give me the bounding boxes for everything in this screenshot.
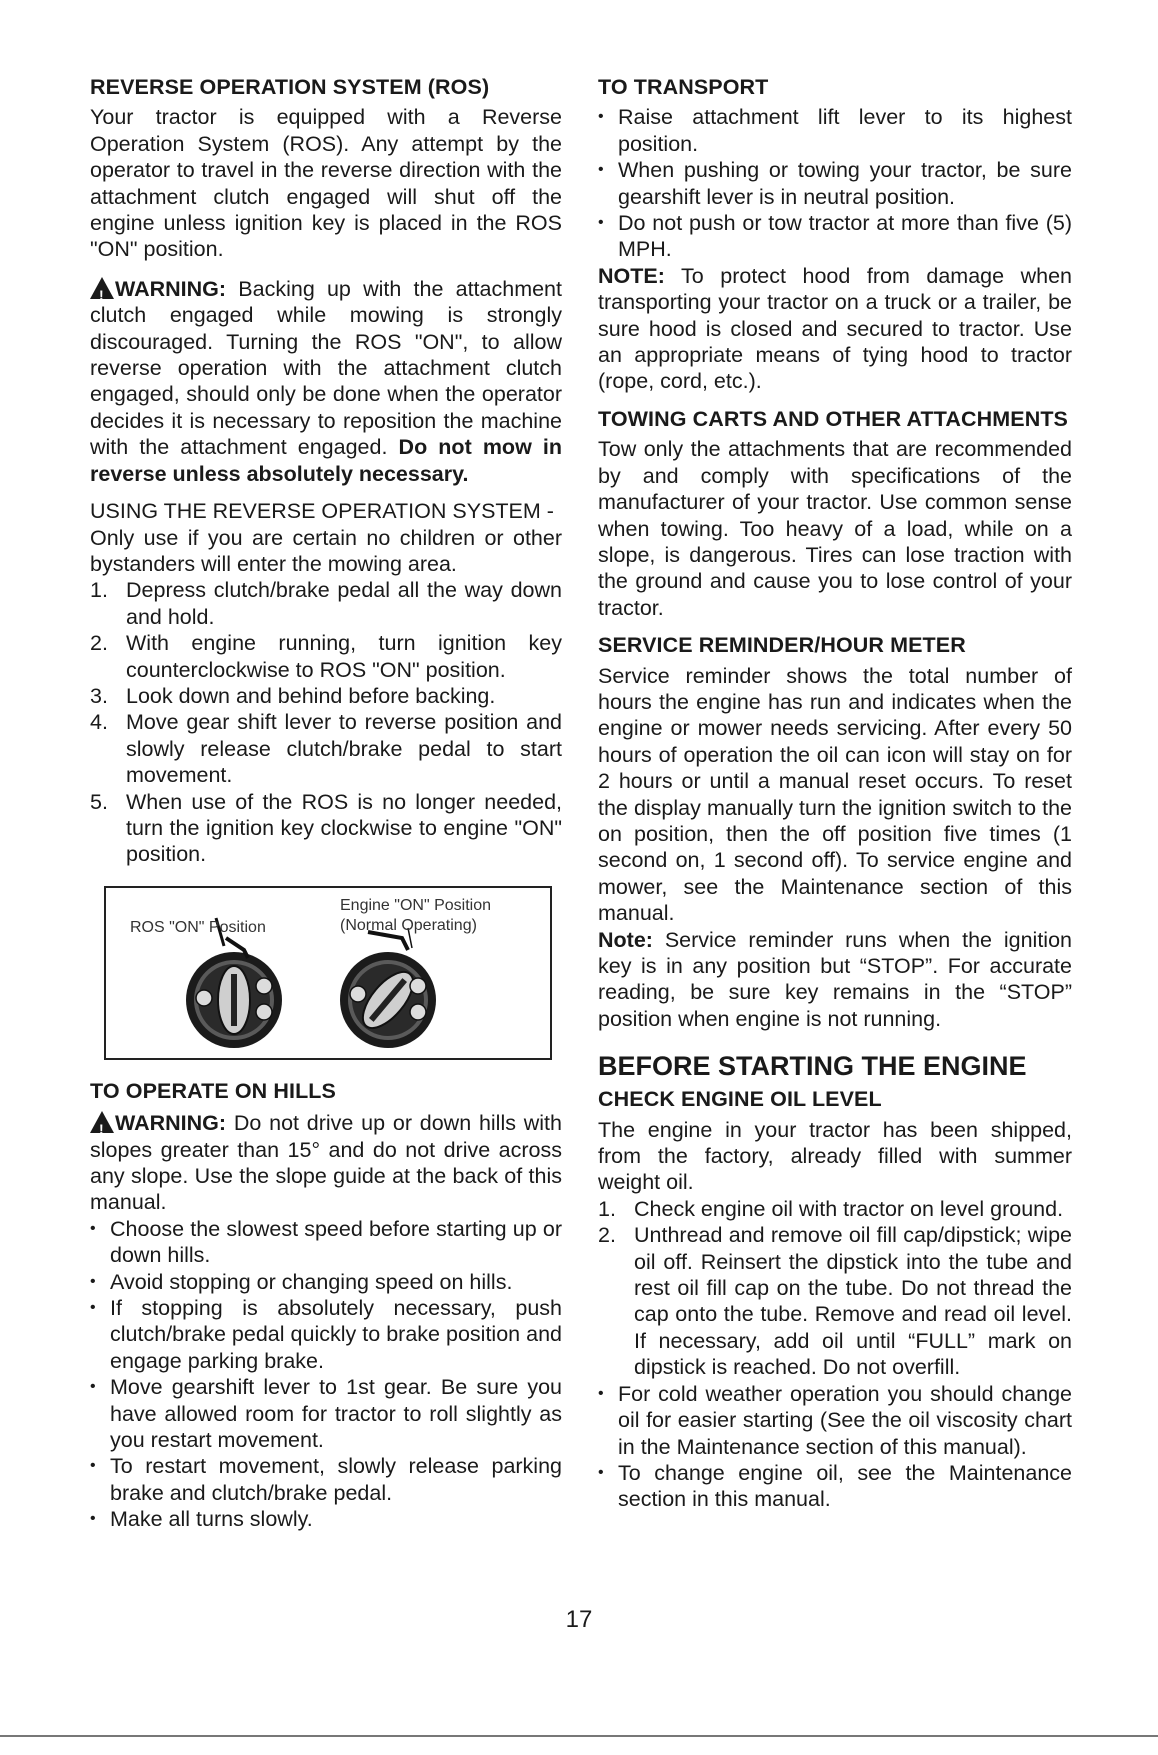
oil-bullet-list: [598, 1381, 1072, 1513]
bullet-item: • If stopping is absolutely necessary, push clutch/brake pedal quickly to brake position and engage parking brake.: [90, 1295, 562, 1374]
list-item-text: Look down and behind before backing.: [126, 683, 496, 708]
bullet-item: • Choose the slowest speed before starting up or down hills.: [90, 1216, 562, 1269]
list-item-text: When use of the ROS is no longer needed, turn the ignition key clockwise to engine "ON" position.: [126, 789, 562, 867]
service-note: [598, 927, 1072, 1033]
list-item-text: Check engine oil with tractor on level ground.: [634, 1196, 1064, 1221]
left-column: [90, 74, 562, 1533]
bullet-item: • Make all turns slowly.: [90, 1506, 562, 1532]
using-ros-paragraph: Only use if you are certain no children or other bystanders will enter the mowing area.: [90, 525, 562, 576]
list-item-text: Depress clutch/brake pedal all the way down and hold.: [126, 578, 562, 629]
list-item: [90, 683, 562, 709]
page-number: 17: [565, 1606, 593, 1633]
bullet-item: • When pushing or towing your tractor, be sure gearshift lever is in neutral position.: [598, 157, 1072, 210]
figure-label-ros: ROS "ON" Position: [130, 918, 266, 936]
transport-bullet-list: [598, 104, 1072, 262]
list-item: [598, 1222, 1072, 1380]
warning-triangle-icon: [90, 1111, 114, 1133]
bullet-item: • Move gearshift lever to 1st gear. Be sure you have allowed room for tractor to roll slightly as you restart movement.: [90, 1374, 562, 1453]
service-paragraph: Service reminder shows the total number of hours the engine has run and indicates when the engine or mower needs servicing. After every 50 hours of operation the oil can icon will stay on for 2 hours or until a manual reset occurs. To reset the display manually turn the ignition switch to the on position, then the off position five times (1 second on, 1 second off). To service engine and mower, see the Maintenance section of this manual.: [598, 663, 1072, 926]
list-item-number: 4.: [90, 710, 108, 735]
ros-warning: [90, 274, 562, 487]
list-item: [90, 789, 562, 868]
warning-triangle-icon: [90, 277, 114, 299]
list-item-text: Unthread and remove oil fill cap/dipstick; wipe oil off. Reinsert the dipstick into the tube and rest oil fill cap on the tube. Do not thread the cap onto the tube. Remove and read oil level. If necessary, add oil until “FULL” mark on dipstick is reached. Do not overfill.: [634, 1223, 1072, 1380]
bullet-item: • To change engine oil, see the Maintenance section in this manual.: [598, 1460, 1072, 1513]
service-note-label: Note:: [598, 927, 653, 952]
hills-heading: TO OPERATE ON HILLS: [90, 1078, 336, 1103]
list-item-number: 1.: [598, 1196, 616, 1221]
service-note-text: Service reminder runs when the ignition key is in any position but “STOP”. For accurate reading, be sure key remains in the “STOP” position when engine is not running.: [598, 927, 1072, 1031]
bullet-item: • To restart movement, slowly release parking brake and clutch/brake pedal.: [90, 1453, 562, 1506]
bullet-item: • Avoid stopping or changing speed on hills.: [90, 1269, 562, 1295]
list-item-number: 3.: [90, 683, 108, 708]
ros-paragraph: Your tractor is equipped with a Reverse Operation System (ROS). Any attempt by the operator to travel in the reverse direction with the attachment clutch engaged will shut off the engine unless ignition key is placed in the ROS "ON" position.: [90, 105, 562, 262]
list-item: [90, 709, 562, 788]
towing-heading: TOWING CARTS AND OTHER ATTACHMENTS: [598, 406, 1068, 431]
oil-level-heading: CHECK ENGINE OIL LEVEL: [598, 1087, 882, 1112]
warning-text: Backing up with the attachment clutch engaged while mowing is strongly discouraged. Turning the ROS "ON", to allow reverse operation with the attachment clutch engaged, should only be done when the operator decides it is necessary to reposition the machine with the attachment engaged.: [90, 276, 562, 460]
figure-label-engine: Engine "ON" Position: [340, 896, 491, 914]
figure-label-engine-normal: (Normal Operating): [340, 916, 477, 934]
bullet-item: • For cold weather operation you should change oil for easier starting (See the oil viscosity chart in the Maintenance section of this manual).: [598, 1381, 1072, 1460]
hills-bullet-list: [90, 1216, 562, 1533]
list-item: [598, 1196, 1072, 1222]
note-text: To protect hood from damage when transporting your tractor on a truck or a trailer, be sure hood is closed and secured to tractor. Use an appropriate means of tying hood to tractor (rope, cord, etc.).: [598, 263, 1072, 394]
list-item-text: With engine running, turn ignition key counterclockwise to ROS "ON" position.: [126, 631, 562, 682]
warning-bold-text: Do not mow in reverse unless absolutely necessary.: [90, 435, 562, 486]
before-starting-heading: BEFORE STARTING THE ENGINE: [598, 1051, 1027, 1082]
list-item: [90, 577, 562, 630]
list-item-text: Move gear shift lever to reverse position and slowly release clutch/brake pedal to start movement.: [126, 710, 562, 788]
list-item-number: 2.: [598, 1223, 616, 1248]
ignition-key-figure: [104, 886, 552, 1060]
note-label: NOTE:: [598, 263, 665, 288]
engine-switch-icon: [340, 952, 436, 1048]
oil-paragraph: The engine in your tractor has been shipped, from the factory, already filled with summer weight oil.: [598, 1117, 1072, 1195]
right-column: [598, 74, 1072, 1513]
bottom-rule: [0, 1735, 1158, 1737]
transport-heading: TO TRANSPORT: [598, 75, 769, 99]
hills-warning-label: ! WARNING:: [90, 1108, 226, 1136]
hills-warning-text: Do not drive up or down hills with slopes greater than 15° and do not drive across any slope. Use the slope guide at the back of this manual.: [90, 1111, 562, 1215]
using-ros-heading: USING THE REVERSE OPERATION SYSTEM -: [90, 499, 554, 524]
list-item-number: 5.: [90, 789, 108, 814]
transport-note: [598, 263, 1072, 395]
ros-steps-list: [90, 577, 562, 867]
list-item-number: 2.: [90, 631, 108, 656]
bullet-item: • Do not push or tow tractor at more than five (5) MPH.: [598, 210, 1072, 263]
ros-heading: REVERSE OPERATION SYSTEM (ROS): [90, 75, 490, 99]
bullet-item: • Raise attachment lift lever to its highest position.: [598, 104, 1072, 157]
list-item-number: 1.: [90, 578, 108, 603]
ros-switch-icon: [186, 952, 282, 1048]
hills-warning: [90, 1108, 562, 1216]
warning-label: ! WARNING:: [90, 274, 226, 302]
service-heading: SERVICE REMINDER/HOUR METER: [598, 633, 966, 658]
towing-paragraph: Tow only the attachments that are recommended by and comply with specifications of the manufacturer of your tractor. Use common sense when towing. Too heavy of a load, while on a slope, is dangerous. Tires can lose traction with the ground and cause you to lose control of your tractor.: [598, 437, 1072, 620]
list-item: [90, 630, 562, 683]
oil-steps-list: [598, 1196, 1072, 1381]
